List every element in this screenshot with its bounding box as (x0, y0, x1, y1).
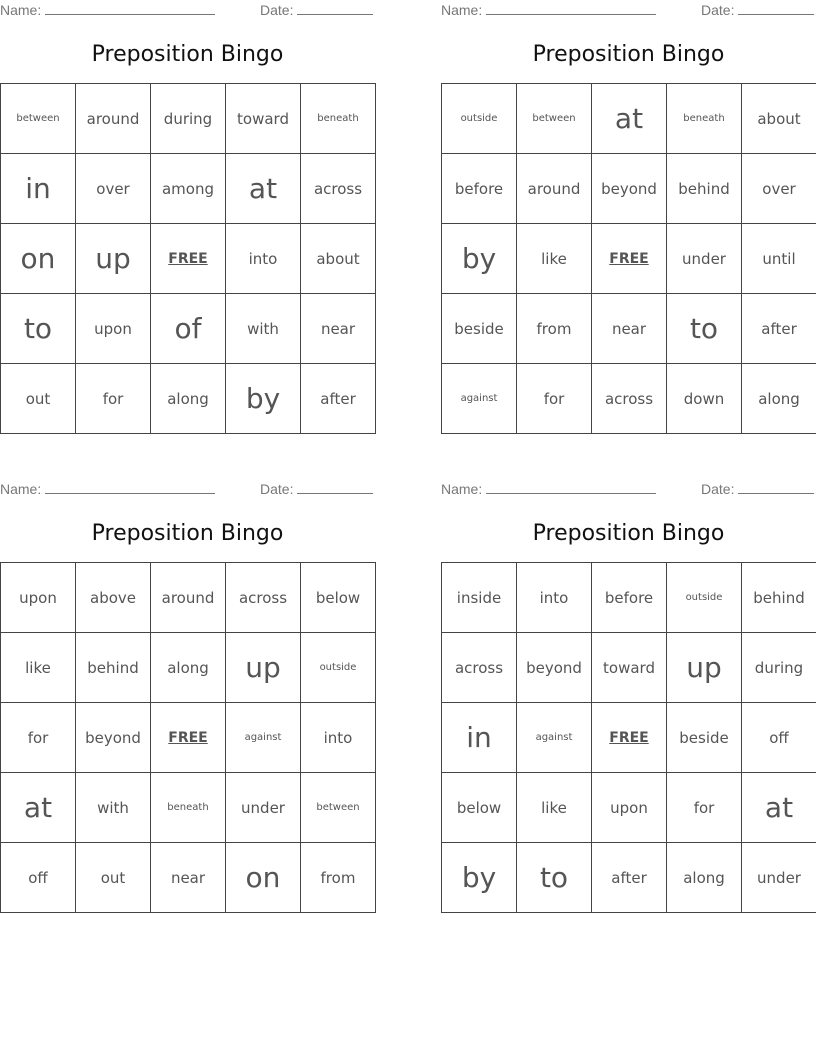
bingo-card (0, 479, 375, 913)
bingo-row (1, 633, 376, 703)
bingo-cell: to (667, 294, 742, 364)
date-blank (738, 2, 814, 15)
bingo-row (442, 154, 816, 224)
bingo-row (442, 563, 816, 633)
bingo-cell: outside (301, 633, 376, 703)
bingo-cell: to (1, 294, 76, 364)
bingo-cell: beside (667, 703, 742, 773)
bingo-cell: on (226, 843, 301, 913)
bingo-cell: behind (742, 563, 816, 633)
bingo-cell: near (301, 294, 376, 364)
date-label: Date: (260, 2, 294, 18)
date-blank (297, 481, 373, 494)
bingo-cell: during (742, 633, 816, 703)
bingo-cell: for (1, 703, 76, 773)
bingo-cell: by (442, 224, 517, 294)
name-field (0, 2, 215, 18)
bingo-cell: after (742, 294, 816, 364)
bingo-cell: with (76, 773, 151, 843)
name-blank (486, 481, 656, 494)
bingo-cell: up (226, 633, 301, 703)
bingo-cell: around (151, 563, 226, 633)
bingo-card (441, 479, 816, 913)
bingo-row (1, 703, 376, 773)
bingo-cell: across (301, 154, 376, 224)
date-field (701, 2, 814, 18)
bingo-cell: against (517, 703, 592, 773)
bingo-cell: off (742, 703, 816, 773)
bingo-cell: about (301, 224, 376, 294)
bingo-cell: at (1, 773, 76, 843)
date-blank (738, 481, 814, 494)
bingo-cell: across (226, 563, 301, 633)
name-field (0, 481, 215, 497)
bingo-row (1, 364, 376, 434)
bingo-cell: beyond (592, 154, 667, 224)
bingo-cell: into (226, 224, 301, 294)
bingo-cell: outside (442, 84, 517, 154)
name-date-header (441, 2, 816, 20)
bingo-cell: after (592, 843, 667, 913)
bingo-cell: outside (667, 563, 742, 633)
card-title: Preposition Bingo (91, 521, 284, 546)
bingo-row (1, 224, 376, 294)
card-title: Preposition Bingo (532, 42, 725, 67)
bingo-cell: upon (76, 294, 151, 364)
name-date-header (0, 481, 375, 499)
bingo-cell: by (226, 364, 301, 434)
name-blank (486, 2, 656, 15)
bingo-row (442, 703, 816, 773)
bingo-cell: with (226, 294, 301, 364)
name-label: Name: (441, 481, 483, 497)
name-blank (45, 2, 215, 15)
bingo-cell: inside (442, 563, 517, 633)
free-space: FREE (592, 703, 667, 773)
bingo-cell: in (1, 154, 76, 224)
bingo-card (0, 0, 375, 434)
date-label: Date: (701, 2, 735, 18)
bingo-cell: among (151, 154, 226, 224)
bingo-row (442, 294, 816, 364)
bingo-cell: between (301, 773, 376, 843)
bingo-cell: under (226, 773, 301, 843)
bingo-cell: behind (667, 154, 742, 224)
name-blank (45, 481, 215, 494)
bingo-cell: along (742, 364, 816, 434)
bingo-cell: against (442, 364, 517, 434)
bingo-cell: behind (76, 633, 151, 703)
bingo-cell: below (442, 773, 517, 843)
bingo-card (441, 0, 816, 434)
name-field (441, 481, 656, 497)
free-space: FREE (151, 703, 226, 773)
bingo-row (442, 84, 816, 154)
bingo-row (1, 843, 376, 913)
bingo-cell: of (151, 294, 226, 364)
bingo-row (1, 84, 376, 154)
name-date-header (0, 2, 375, 20)
free-space: FREE (151, 224, 226, 294)
bingo-cell: before (442, 154, 517, 224)
bingo-cell: near (592, 294, 667, 364)
bingo-cell: down (667, 364, 742, 434)
bingo-cell: near (151, 843, 226, 913)
bingo-cell: for (667, 773, 742, 843)
bingo-cell: toward (226, 84, 301, 154)
bingo-cell: under (667, 224, 742, 294)
date-label: Date: (701, 481, 735, 497)
bingo-cell: between (517, 84, 592, 154)
bingo-cell: above (76, 563, 151, 633)
bingo-cell: toward (592, 633, 667, 703)
bingo-cell: beyond (517, 633, 592, 703)
bingo-cell: upon (592, 773, 667, 843)
bingo-cell: in (442, 703, 517, 773)
card-title: Preposition Bingo (532, 521, 725, 546)
bingo-cell: at (226, 154, 301, 224)
bingo-cell: for (76, 364, 151, 434)
name-label: Name: (0, 2, 42, 18)
bingo-cell: beneath (301, 84, 376, 154)
name-label: Name: (441, 2, 483, 18)
bingo-cell: across (592, 364, 667, 434)
bingo-cell: to (517, 843, 592, 913)
name-date-header (441, 481, 816, 499)
bingo-cell: over (76, 154, 151, 224)
bingo-cell: upon (1, 563, 76, 633)
bingo-cell: around (76, 84, 151, 154)
bingo-cell: about (742, 84, 816, 154)
bingo-row (442, 843, 816, 913)
bingo-row (442, 773, 816, 843)
bingo-cell: along (151, 364, 226, 434)
bingo-cell: for (517, 364, 592, 434)
bingo-grid (0, 83, 376, 434)
bingo-cell: under (742, 843, 816, 913)
bingo-cell: beside (442, 294, 517, 364)
date-field (260, 481, 373, 497)
bingo-cell: into (517, 563, 592, 633)
name-label: Name: (0, 481, 42, 497)
name-field (441, 2, 656, 18)
bingo-cell: below (301, 563, 376, 633)
bingo-cell: across (442, 633, 517, 703)
bingo-cell: up (667, 633, 742, 703)
free-space: FREE (592, 224, 667, 294)
bingo-grid (0, 562, 376, 913)
bingo-cell: like (517, 224, 592, 294)
bingo-cell: from (517, 294, 592, 364)
bingo-cell: out (76, 843, 151, 913)
bingo-cell: out (1, 364, 76, 434)
bingo-row (442, 364, 816, 434)
bingo-cell: around (517, 154, 592, 224)
date-blank (297, 2, 373, 15)
card-title: Preposition Bingo (91, 42, 284, 67)
bingo-cell: between (1, 84, 76, 154)
bingo-row (1, 294, 376, 364)
bingo-cell: beyond (76, 703, 151, 773)
bingo-cell: until (742, 224, 816, 294)
bingo-cell: off (1, 843, 76, 913)
date-label: Date: (260, 481, 294, 497)
bingo-cell: at (742, 773, 816, 843)
bingo-cell: over (742, 154, 816, 224)
bingo-cell: before (592, 563, 667, 633)
bingo-cell: after (301, 364, 376, 434)
bingo-cell: into (301, 703, 376, 773)
bingo-cell: at (592, 84, 667, 154)
bingo-cell: on (1, 224, 76, 294)
bingo-cell: along (667, 843, 742, 913)
date-field (260, 2, 373, 18)
bingo-cell: up (76, 224, 151, 294)
bingo-row (1, 154, 376, 224)
bingo-cell: against (226, 703, 301, 773)
bingo-row (1, 773, 376, 843)
bingo-row (1, 563, 376, 633)
bingo-cell: beneath (151, 773, 226, 843)
date-field (701, 481, 814, 497)
bingo-cell: like (517, 773, 592, 843)
bingo-cell: beneath (667, 84, 742, 154)
bingo-cell: by (442, 843, 517, 913)
bingo-cell: like (1, 633, 76, 703)
bingo-row (442, 633, 816, 703)
bingo-cell: during (151, 84, 226, 154)
bingo-cell: along (151, 633, 226, 703)
bingo-grid (441, 562, 816, 913)
bingo-grid (441, 83, 816, 434)
bingo-cell: from (301, 843, 376, 913)
bingo-row (442, 224, 816, 294)
